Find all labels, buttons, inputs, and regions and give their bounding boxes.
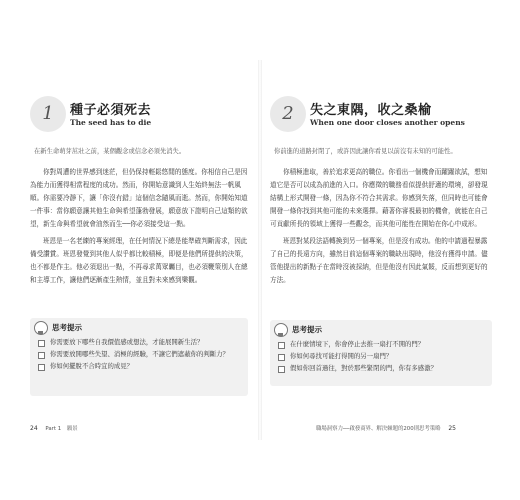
tip-item	[276, 352, 486, 361]
tip-item	[276, 364, 486, 373]
body-paragraph: 班恩是一名老練的專案經理，在任何情況下總是能準確判斷需求，因此備受讚賞。班恩發覺到其他人似乎都比較積極，即便是他們所提供的決策，也不都是作主。他必須退出一點，不再尋求萬眾矚目，也必須鞭策別人在總和主導工作，讓他們逐漸產生熱情，並且對未來感到樂觀。	[30, 237, 248, 284]
chapter-header	[30, 96, 250, 140]
tip-item	[276, 340, 486, 349]
thinking-tips-box	[30, 318, 248, 396]
tip-text: 你需要放下哪些自我價值感或想法，才能展開新生活？	[50, 338, 204, 346]
checkbox-icon	[278, 342, 285, 349]
tip-text: 在什麼情境下，你會停止去推一扇打不開的門？	[290, 340, 425, 348]
tip-text: 你需要放開哪些失望、消極的經驗，不讓它們遮蔽你的判斷力？	[50, 350, 229, 358]
section-label: 願景	[66, 426, 78, 432]
body-paragraph: 你對周遭的世界感到迷茫，但仍保持輕鬆悠閒的態度。你相信自己是因為能力而獲得相當程度的成功。然而，你開始意識到人生始終無法一帆風順。你需要冷靜下，讓「你沒有錯」這個信念隨風而逝。然而，你開始知道一件事：當你願意讓其他生命與希望蓬勃發展，願意放下證明自己這類的欲望，新生命與希望就會油然而生──你必須接受這一點。	[30, 168, 248, 228]
checkbox-icon	[38, 340, 45, 347]
checkbox-icon	[278, 366, 285, 373]
chapter-title: 失之東隅，收之桑榆	[310, 103, 432, 118]
chapter-header	[270, 96, 492, 140]
page-number: 24	[30, 425, 38, 432]
part-label: Part 1	[45, 426, 62, 432]
tip-item	[36, 362, 242, 371]
body-paragraph: 你積極進取，善於追求更高的職位。你看出一個機會而躍躍欲試，想知道它是否可以成為前進的入口。你應徵的職務看似提供舒適的環境，卻發現結構上形式開發一條，因為你不符合其需求。你感到失落，但同時也可能會開發一條你找到其他可能的未來選擇。藉著你審視最初的機會，就能在自己可貢獻所長的領域上獲得一些觀念，而其他可能性在開始在你心中成形。	[270, 168, 488, 228]
checkbox-icon	[38, 352, 45, 359]
tip-text: 你如何擺脫不合時宜的成見？	[50, 362, 134, 370]
thinking-tips-box	[270, 320, 492, 386]
chapter-subtitle: When one door closes another opens	[310, 118, 465, 127]
tip-text: 你如何尋找可能打得開的另一扇門？	[290, 352, 393, 360]
tip-item	[36, 338, 242, 347]
right-page	[270, 96, 492, 291]
chapter-number-badge: 1	[30, 96, 66, 132]
lightbulb-icon	[34, 321, 48, 335]
checkbox-icon	[38, 364, 45, 371]
chapter-intro: 你前進的道路封閉了，或許因此讓你看見以前沒有未知的可能性。	[274, 148, 457, 155]
tips-title: 思考提示	[292, 325, 322, 334]
left-footer	[30, 424, 78, 432]
lightbulb-icon	[274, 323, 288, 337]
checkbox-icon	[278, 354, 285, 361]
chapter-title: 種子必須死去	[70, 103, 152, 118]
chapter-number-badge: 2	[270, 96, 306, 132]
page-number: 25	[448, 425, 456, 432]
tips-title: 思考提示	[52, 323, 82, 332]
body-paragraph: 班恩對某段法語轉換到另一個專案，但是沒有成功。他的申請過程暴露了自己的長遠方向，雖然目前這個專案的職缺出現時，他沒有獲得申請。儘管他提出的新點子在當時沒被採納，但是他沒有因此氣餒，反而想到更好的方法。	[270, 237, 488, 284]
right-footer	[316, 424, 456, 432]
left-page	[30, 96, 250, 291]
chapter-subtitle: The seed has to die	[70, 118, 152, 127]
page-gutter	[258, 60, 262, 440]
tips-header	[276, 324, 486, 337]
tip-item	[36, 350, 242, 359]
book-title: 職場洞察力──啟發商界、解決棘題的200則思考策略	[316, 426, 441, 432]
tip-text: 假如你回首過往，對於那些緊閉的門，你有多感激？	[290, 364, 437, 372]
chapter-intro: 在新生命萌芽茁壯之前，某個觀念或信念必須先消失。	[34, 148, 186, 155]
tips-header	[36, 322, 242, 335]
